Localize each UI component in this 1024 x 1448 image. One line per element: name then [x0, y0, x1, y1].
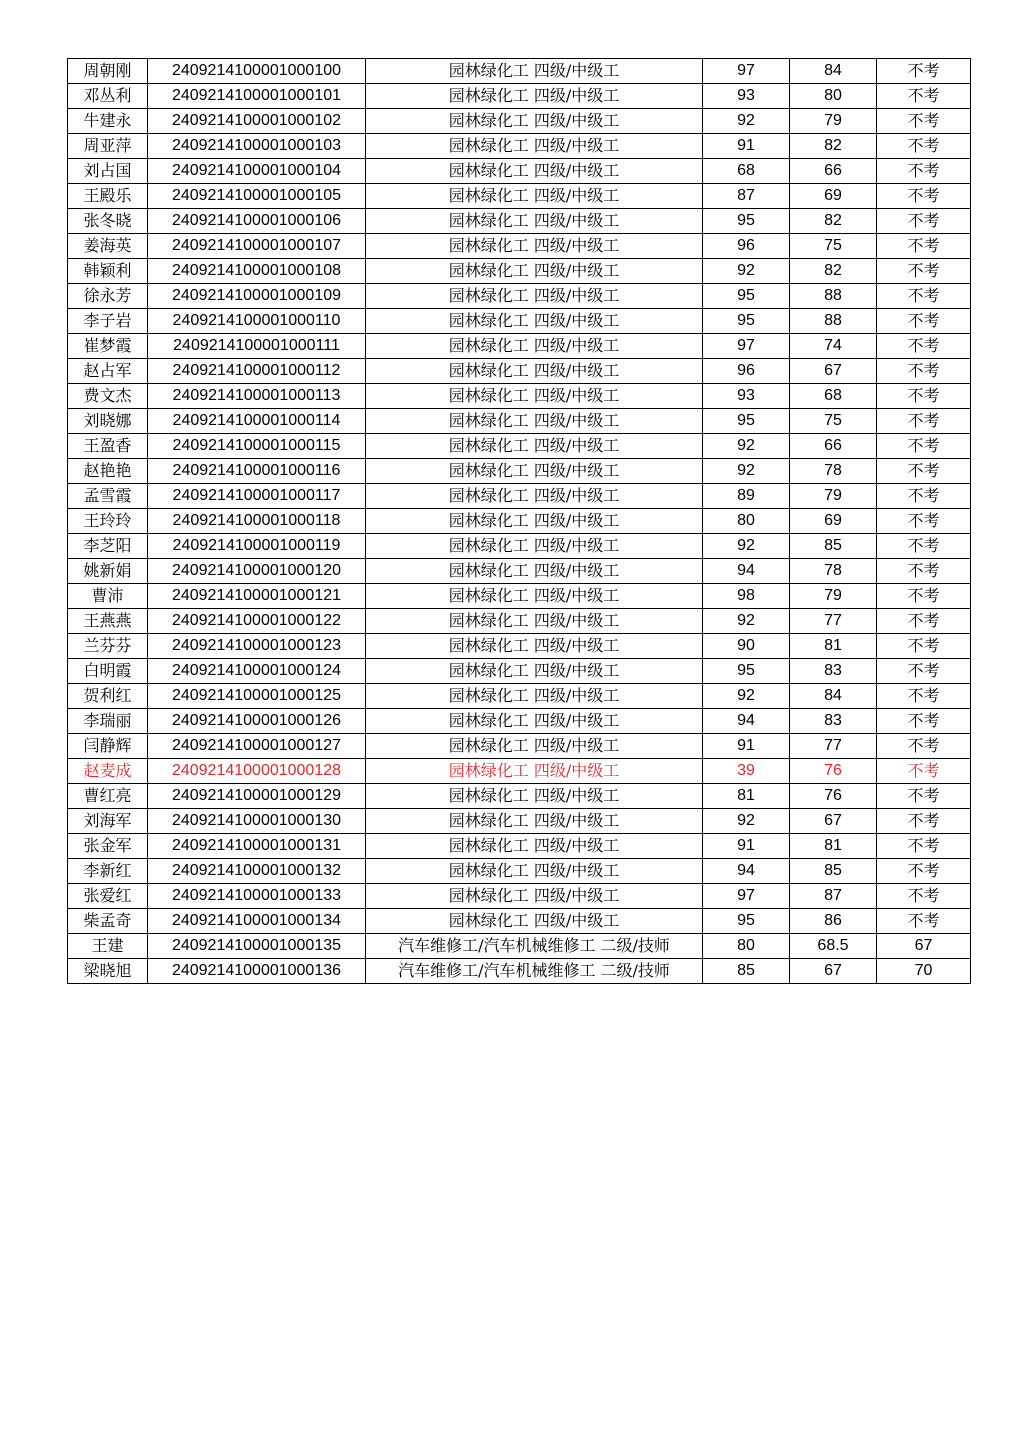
table-row — [68, 84, 971, 109]
score-practical: 86 — [790, 909, 877, 934]
table-row — [68, 534, 971, 559]
score-practical: 76 — [790, 759, 877, 784]
score-third: 不考 — [877, 234, 971, 259]
score-third: 不考 — [877, 534, 971, 559]
score-theory: 93 — [703, 84, 790, 109]
candidate-name: 韩颖利 — [68, 259, 148, 284]
candidate-name: 梁晓旭 — [68, 959, 148, 984]
score-practical: 77 — [790, 734, 877, 759]
score-theory: 98 — [703, 584, 790, 609]
job-level: 园林绿化工 四级/中级工 — [366, 884, 703, 909]
job-level: 园林绿化工 四级/中级工 — [366, 84, 703, 109]
table-row — [68, 309, 971, 334]
job-level: 园林绿化工 四级/中级工 — [366, 459, 703, 484]
candidate-name: 王燕燕 — [68, 609, 148, 634]
score-theory: 97 — [703, 884, 790, 909]
table-row — [68, 234, 971, 259]
score-third: 不考 — [877, 584, 971, 609]
table-row — [68, 434, 971, 459]
score-theory: 91 — [703, 834, 790, 859]
table-row — [68, 859, 971, 884]
score-third: 不考 — [877, 284, 971, 309]
candidate-id: 2409214100001000128 — [148, 759, 366, 784]
score-practical: 78 — [790, 559, 877, 584]
candidate-id: 2409214100001000134 — [148, 909, 366, 934]
candidate-name: 邓丛利 — [68, 84, 148, 109]
score-practical: 84 — [790, 684, 877, 709]
candidate-id: 2409214100001000125 — [148, 684, 366, 709]
job-level: 园林绿化工 四级/中级工 — [366, 784, 703, 809]
score-third: 不考 — [877, 609, 971, 634]
score-practical: 67 — [790, 359, 877, 384]
score-third: 不考 — [877, 134, 971, 159]
candidate-name: 王殿乐 — [68, 184, 148, 209]
score-practical: 69 — [790, 509, 877, 534]
candidate-name: 牛建永 — [68, 109, 148, 134]
score-third: 不考 — [877, 384, 971, 409]
score-practical: 79 — [790, 584, 877, 609]
job-level: 园林绿化工 四级/中级工 — [366, 134, 703, 159]
job-level: 园林绿化工 四级/中级工 — [366, 559, 703, 584]
job-level: 园林绿化工 四级/中级工 — [366, 59, 703, 84]
job-level: 汽车维修工/汽车机械维修工 二级/技师 — [366, 959, 703, 984]
candidate-name: 周亚萍 — [68, 134, 148, 159]
table-row — [68, 584, 971, 609]
score-theory: 68 — [703, 159, 790, 184]
score-practical: 83 — [790, 709, 877, 734]
table-row — [68, 709, 971, 734]
score-practical: 81 — [790, 834, 877, 859]
candidate-name: 王盈香 — [68, 434, 148, 459]
job-level: 园林绿化工 四级/中级工 — [366, 409, 703, 434]
score-third: 不考 — [877, 359, 971, 384]
candidate-id: 2409214100001000129 — [148, 784, 366, 809]
score-practical: 79 — [790, 484, 877, 509]
candidate-name: 李子岩 — [68, 309, 148, 334]
candidate-id: 2409214100001000104 — [148, 159, 366, 184]
score-theory: 90 — [703, 634, 790, 659]
score-third: 不考 — [877, 84, 971, 109]
table-row — [68, 184, 971, 209]
score-practical: 85 — [790, 859, 877, 884]
job-level: 园林绿化工 四级/中级工 — [366, 759, 703, 784]
score-practical: 83 — [790, 659, 877, 684]
job-level: 园林绿化工 四级/中级工 — [366, 284, 703, 309]
score-practical: 69 — [790, 184, 877, 209]
score-third: 不考 — [877, 484, 971, 509]
table-row — [68, 109, 971, 134]
candidate-id: 2409214100001000111 — [148, 334, 366, 359]
score-practical: 84 — [790, 59, 877, 84]
job-level: 园林绿化工 四级/中级工 — [366, 609, 703, 634]
candidate-id: 2409214100001000103 — [148, 134, 366, 159]
score-theory: 95 — [703, 209, 790, 234]
score-theory: 92 — [703, 609, 790, 634]
score-third: 不考 — [877, 884, 971, 909]
score-practical: 82 — [790, 134, 877, 159]
job-level: 园林绿化工 四级/中级工 — [366, 709, 703, 734]
score-third: 不考 — [877, 159, 971, 184]
job-level: 园林绿化工 四级/中级工 — [366, 259, 703, 284]
table-row — [68, 259, 971, 284]
score-theory: 95 — [703, 409, 790, 434]
score-theory: 92 — [703, 684, 790, 709]
candidate-name: 赵麦成 — [68, 759, 148, 784]
score-third: 不考 — [877, 559, 971, 584]
candidate-id: 2409214100001000100 — [148, 59, 366, 84]
table-row — [68, 734, 971, 759]
score-theory: 91 — [703, 734, 790, 759]
job-level: 园林绿化工 四级/中级工 — [366, 809, 703, 834]
candidate-id: 2409214100001000123 — [148, 634, 366, 659]
candidate-name: 柴孟奇 — [68, 909, 148, 934]
score-theory: 91 — [703, 134, 790, 159]
table-row — [68, 384, 971, 409]
score-third: 不考 — [877, 684, 971, 709]
candidate-id: 2409214100001000136 — [148, 959, 366, 984]
score-third: 不考 — [877, 459, 971, 484]
score-third: 不考 — [877, 59, 971, 84]
candidate-id: 2409214100001000131 — [148, 834, 366, 859]
score-third: 70 — [877, 959, 971, 984]
candidate-name: 白明霞 — [68, 659, 148, 684]
table-row — [68, 834, 971, 859]
candidate-name: 赵艳艳 — [68, 459, 148, 484]
score-third: 不考 — [877, 784, 971, 809]
score-practical: 67 — [790, 809, 877, 834]
candidate-id: 2409214100001000135 — [148, 934, 366, 959]
candidate-name: 闫静辉 — [68, 734, 148, 759]
table-row — [68, 284, 971, 309]
score-third: 不考 — [877, 809, 971, 834]
score-theory: 85 — [703, 959, 790, 984]
job-level: 园林绿化工 四级/中级工 — [366, 184, 703, 209]
score-theory: 97 — [703, 334, 790, 359]
table-row — [68, 759, 971, 784]
table-row — [68, 684, 971, 709]
candidate-name: 孟雪霞 — [68, 484, 148, 509]
candidate-name: 王建 — [68, 934, 148, 959]
score-practical: 66 — [790, 159, 877, 184]
job-level: 园林绿化工 四级/中级工 — [366, 909, 703, 934]
score-theory: 92 — [703, 259, 790, 284]
score-third: 不考 — [877, 834, 971, 859]
score-third: 不考 — [877, 909, 971, 934]
job-level: 汽车维修工/汽车机械维修工 二级/技师 — [366, 934, 703, 959]
candidate-id: 2409214100001000127 — [148, 734, 366, 759]
table-row — [68, 884, 971, 909]
score-third: 不考 — [877, 184, 971, 209]
job-level: 园林绿化工 四级/中级工 — [366, 534, 703, 559]
score-practical: 68 — [790, 384, 877, 409]
table-row — [68, 359, 971, 384]
candidate-name: 周朝刚 — [68, 59, 148, 84]
job-level: 园林绿化工 四级/中级工 — [366, 159, 703, 184]
score-theory: 92 — [703, 534, 790, 559]
score-third: 不考 — [877, 409, 971, 434]
job-level: 园林绿化工 四级/中级工 — [366, 734, 703, 759]
score-third: 67 — [877, 934, 971, 959]
candidate-id: 2409214100001000121 — [148, 584, 366, 609]
candidate-id: 2409214100001000114 — [148, 409, 366, 434]
score-theory: 87 — [703, 184, 790, 209]
candidate-id: 2409214100001000115 — [148, 434, 366, 459]
job-level: 园林绿化工 四级/中级工 — [366, 359, 703, 384]
candidate-id: 2409214100001000124 — [148, 659, 366, 684]
candidate-name: 刘海军 — [68, 809, 148, 834]
score-theory: 95 — [703, 659, 790, 684]
score-third: 不考 — [877, 734, 971, 759]
candidate-id: 2409214100001000126 — [148, 709, 366, 734]
score-third: 不考 — [877, 859, 971, 884]
score-table-body — [68, 59, 971, 984]
score-theory: 94 — [703, 709, 790, 734]
job-level: 园林绿化工 四级/中级工 — [366, 584, 703, 609]
job-level: 园林绿化工 四级/中级工 — [366, 659, 703, 684]
score-practical: 78 — [790, 459, 877, 484]
candidate-id: 2409214100001000102 — [148, 109, 366, 134]
job-level: 园林绿化工 四级/中级工 — [366, 484, 703, 509]
job-level: 园林绿化工 四级/中级工 — [366, 509, 703, 534]
score-practical: 88 — [790, 309, 877, 334]
table-row — [68, 509, 971, 534]
candidate-id: 2409214100001000110 — [148, 309, 366, 334]
candidate-id: 2409214100001000112 — [148, 359, 366, 384]
candidate-name: 李芝阳 — [68, 534, 148, 559]
score-third: 不考 — [877, 334, 971, 359]
candidate-name: 王玲玲 — [68, 509, 148, 534]
score-table — [67, 58, 971, 984]
candidate-name: 姚新娟 — [68, 559, 148, 584]
table-row — [68, 209, 971, 234]
table-row — [68, 409, 971, 434]
table-row — [68, 459, 971, 484]
score-practical: 74 — [790, 334, 877, 359]
score-theory: 93 — [703, 384, 790, 409]
job-level: 园林绿化工 四级/中级工 — [366, 834, 703, 859]
candidate-id: 2409214100001000122 — [148, 609, 366, 634]
score-theory: 80 — [703, 509, 790, 534]
table-row — [68, 559, 971, 584]
table-row — [68, 934, 971, 959]
candidate-name: 刘晓娜 — [68, 409, 148, 434]
score-practical: 82 — [790, 259, 877, 284]
table-row — [68, 609, 971, 634]
score-third: 不考 — [877, 509, 971, 534]
table-row — [68, 784, 971, 809]
candidate-name: 李新红 — [68, 859, 148, 884]
score-practical: 79 — [790, 109, 877, 134]
candidate-id: 2409214100001000117 — [148, 484, 366, 509]
score-practical: 76 — [790, 784, 877, 809]
job-level: 园林绿化工 四级/中级工 — [366, 234, 703, 259]
score-theory: 95 — [703, 284, 790, 309]
score-theory: 92 — [703, 459, 790, 484]
score-third: 不考 — [877, 634, 971, 659]
candidate-id: 2409214100001000113 — [148, 384, 366, 409]
candidate-id: 2409214100001000101 — [148, 84, 366, 109]
job-level: 园林绿化工 四级/中级工 — [366, 109, 703, 134]
job-level: 园林绿化工 四级/中级工 — [366, 634, 703, 659]
candidate-id: 2409214100001000120 — [148, 559, 366, 584]
table-row — [68, 59, 971, 84]
job-level: 园林绿化工 四级/中级工 — [366, 859, 703, 884]
job-level: 园林绿化工 四级/中级工 — [366, 434, 703, 459]
job-level: 园林绿化工 四级/中级工 — [366, 334, 703, 359]
candidate-name: 曹沛 — [68, 584, 148, 609]
score-theory: 96 — [703, 359, 790, 384]
score-practical: 81 — [790, 634, 877, 659]
score-practical: 77 — [790, 609, 877, 634]
table-row — [68, 634, 971, 659]
candidate-name: 徐永芳 — [68, 284, 148, 309]
score-third: 不考 — [877, 759, 971, 784]
candidate-id: 2409214100001000106 — [148, 209, 366, 234]
score-third: 不考 — [877, 434, 971, 459]
candidate-name: 张冬晓 — [68, 209, 148, 234]
score-theory: 95 — [703, 909, 790, 934]
candidate-id: 2409214100001000105 — [148, 184, 366, 209]
candidate-name: 费文杰 — [68, 384, 148, 409]
score-theory: 94 — [703, 559, 790, 584]
score-theory: 92 — [703, 109, 790, 134]
score-third: 不考 — [877, 109, 971, 134]
candidate-name: 张金军 — [68, 834, 148, 859]
candidate-name: 姜海英 — [68, 234, 148, 259]
candidate-name: 贺利红 — [68, 684, 148, 709]
score-theory: 92 — [703, 434, 790, 459]
candidate-name: 赵占军 — [68, 359, 148, 384]
score-theory: 95 — [703, 309, 790, 334]
table-row — [68, 334, 971, 359]
candidate-id: 2409214100001000116 — [148, 459, 366, 484]
score-practical: 88 — [790, 284, 877, 309]
candidate-id: 2409214100001000133 — [148, 884, 366, 909]
candidate-name: 曹红亮 — [68, 784, 148, 809]
job-level: 园林绿化工 四级/中级工 — [366, 309, 703, 334]
score-practical: 68.5 — [790, 934, 877, 959]
score-sheet-page — [67, 58, 971, 984]
candidate-name: 张爱红 — [68, 884, 148, 909]
score-practical: 75 — [790, 234, 877, 259]
table-row — [68, 484, 971, 509]
candidate-id: 2409214100001000107 — [148, 234, 366, 259]
score-theory: 80 — [703, 934, 790, 959]
candidate-id: 2409214100001000132 — [148, 859, 366, 884]
job-level: 园林绿化工 四级/中级工 — [366, 209, 703, 234]
candidate-id: 2409214100001000108 — [148, 259, 366, 284]
score-theory: 92 — [703, 809, 790, 834]
candidate-name: 李瑞丽 — [68, 709, 148, 734]
score-theory: 97 — [703, 59, 790, 84]
score-third: 不考 — [877, 659, 971, 684]
candidate-id: 2409214100001000130 — [148, 809, 366, 834]
table-row — [68, 134, 971, 159]
score-practical: 80 — [790, 84, 877, 109]
score-third: 不考 — [877, 259, 971, 284]
table-row — [68, 659, 971, 684]
score-practical: 82 — [790, 209, 877, 234]
score-theory: 89 — [703, 484, 790, 509]
score-theory: 96 — [703, 234, 790, 259]
job-level: 园林绿化工 四级/中级工 — [366, 384, 703, 409]
candidate-id: 2409214100001000109 — [148, 284, 366, 309]
table-row — [68, 959, 971, 984]
score-theory: 94 — [703, 859, 790, 884]
score-practical: 75 — [790, 409, 877, 434]
score-practical: 85 — [790, 534, 877, 559]
score-third: 不考 — [877, 309, 971, 334]
score-third: 不考 — [877, 709, 971, 734]
score-theory: 81 — [703, 784, 790, 809]
score-third: 不考 — [877, 209, 971, 234]
table-row — [68, 909, 971, 934]
score-practical: 87 — [790, 884, 877, 909]
score-theory: 39 — [703, 759, 790, 784]
candidate-name: 兰芬芬 — [68, 634, 148, 659]
score-practical: 66 — [790, 434, 877, 459]
candidate-id: 2409214100001000118 — [148, 509, 366, 534]
table-row — [68, 159, 971, 184]
score-practical: 67 — [790, 959, 877, 984]
table-row — [68, 809, 971, 834]
candidate-id: 2409214100001000119 — [148, 534, 366, 559]
candidate-name: 刘占国 — [68, 159, 148, 184]
candidate-name: 崔梦霞 — [68, 334, 148, 359]
job-level: 园林绿化工 四级/中级工 — [366, 684, 703, 709]
